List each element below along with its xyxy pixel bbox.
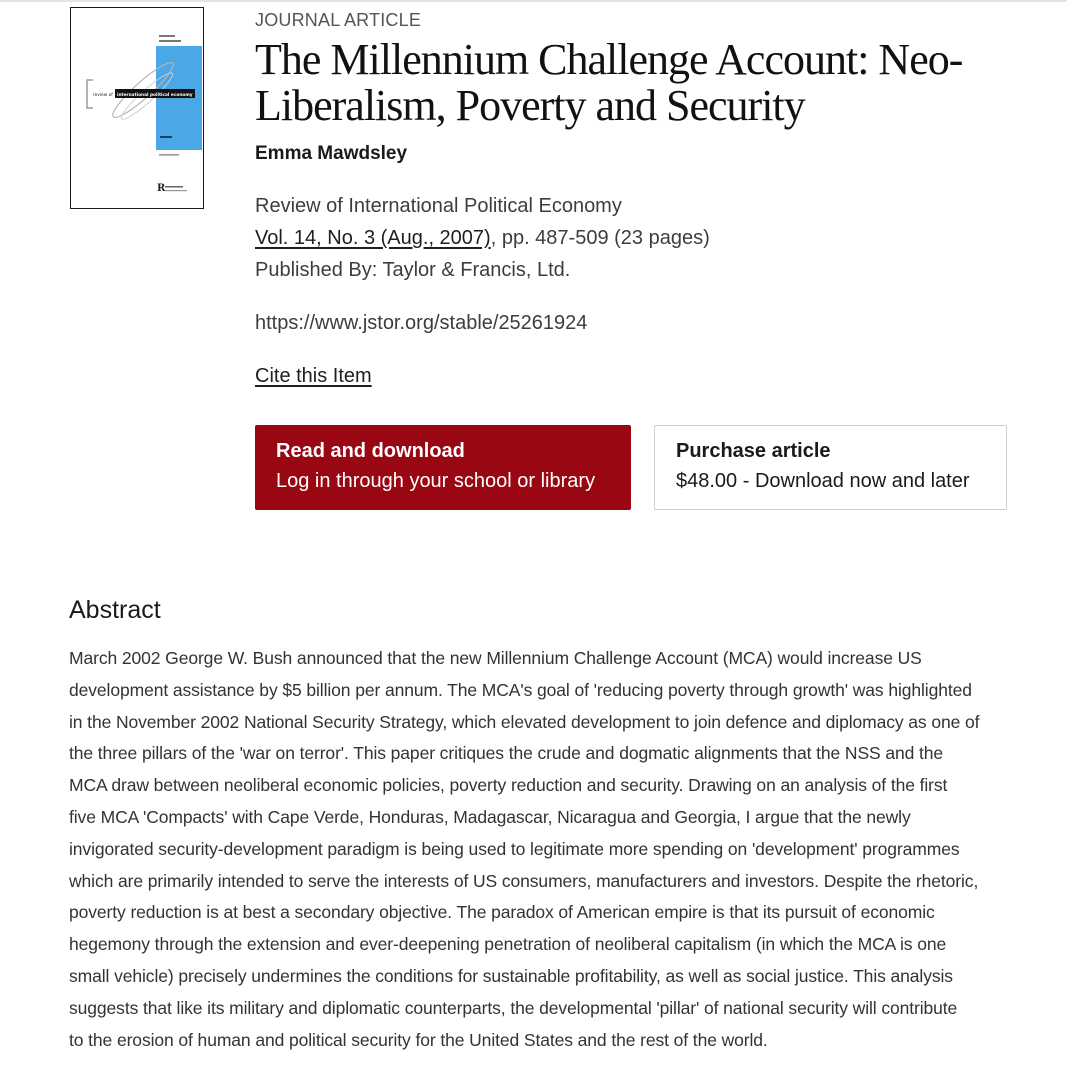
purchase-button-title: Purchase article — [676, 440, 831, 462]
abstract-line: March 2002 George W. Bush announced that the new Millennium Challenge Account (MCA) would increase US — [69, 648, 922, 668]
publisher-logo: R — [157, 183, 166, 194]
abstract-line: to the erosion of human and political security for the United States and the rest of the world. — [69, 1029, 768, 1050]
journal-cover-image[interactable] — [70, 7, 204, 209]
abstract-line: development assistance by $5 billion per annum. The MCA's goal of 'reducing poverty through growth' was highlighted — [69, 679, 972, 700]
journal-cover-artwork — [71, 8, 202, 207]
read-button-title: Read and download — [276, 440, 465, 462]
article-title: The Millennium Challenge Account: Neo-Liberalism, Poverty and Security — [255, 35, 963, 130]
author-name[interactable]: Emma Mawdsley — [255, 143, 408, 164]
abstract-line: small vehicle) precisely undermines the conditions for sustainable profitability, as well as social justice. This analysis — [69, 965, 953, 986]
issue-link[interactable]: Vol. 14, No. 3 (Aug., 2007) — [255, 227, 491, 249]
top-divider — [0, 0, 1067, 2]
abstract-line: the three pillars of the 'war on terror'. This paper critiques the crude and dogmatic alignments that the NSS and the — [69, 743, 944, 764]
page-range: , pp. 487-509 (23 pages) — [490, 227, 710, 249]
publisher-line: Published By: Taylor & Francis, Ltd. — [255, 259, 571, 281]
read-button-subtitle: Log in through your school or library — [276, 470, 596, 492]
content-type-label: JOURNAL ARTICLE — [255, 10, 422, 30]
stable-url: https://www.jstor.org/stable/25261924 — [255, 312, 588, 334]
abstract-line: which are primarily intended to serve the interests of US consumers, manufacturers and investors. Despite the rhetoric, — [69, 870, 979, 891]
abstract-line: suggests that like its military and diplomatic counterparts, the developmental 'pillar' of national security will contribute — [69, 997, 958, 1018]
abstract-line: MCA draw between neoliberal economic policies, poverty reduction and security. Drawing on an analysis of the first — [69, 775, 948, 796]
journal-name[interactable]: Review of International Political Economy — [255, 195, 622, 217]
abstract-text — [69, 643, 1034, 1056]
svg-text:international political econom: international political economy — [117, 93, 193, 98]
abstract-line: hegemony through the extension and ever-deepening penetration of neoliberal capitalism (in which the MCA is one — [69, 934, 947, 955]
read-and-download-button[interactable] — [255, 425, 631, 510]
abstract-line: five MCA 'Compacts' with Cape Verde, Honduras, Madagascar, Nicaragua and Georgia, I argue that the newly — [69, 806, 911, 827]
abstract-line: invigorated security-development paradigm is being used to legitimate more spending on 'development' programmes — [69, 838, 960, 859]
cover-masthead: review of — [93, 93, 113, 98]
abstract-heading: Abstract — [69, 596, 161, 624]
purchase-button-price: $48.00 - Download now and later — [676, 470, 970, 492]
abstract-line: poverty reduction is at best a secondary objective. The paradox of American empire is that its pursuit of economic — [69, 902, 935, 923]
issue-info — [255, 227, 710, 250]
cite-item-link[interactable]: Cite this Item — [255, 365, 372, 387]
purchase-article-button[interactable] — [654, 425, 1007, 510]
abstract-line: in the November 2002 National Security Strategy, which elevated development to join defence and diplomacy as one of — [69, 711, 980, 732]
